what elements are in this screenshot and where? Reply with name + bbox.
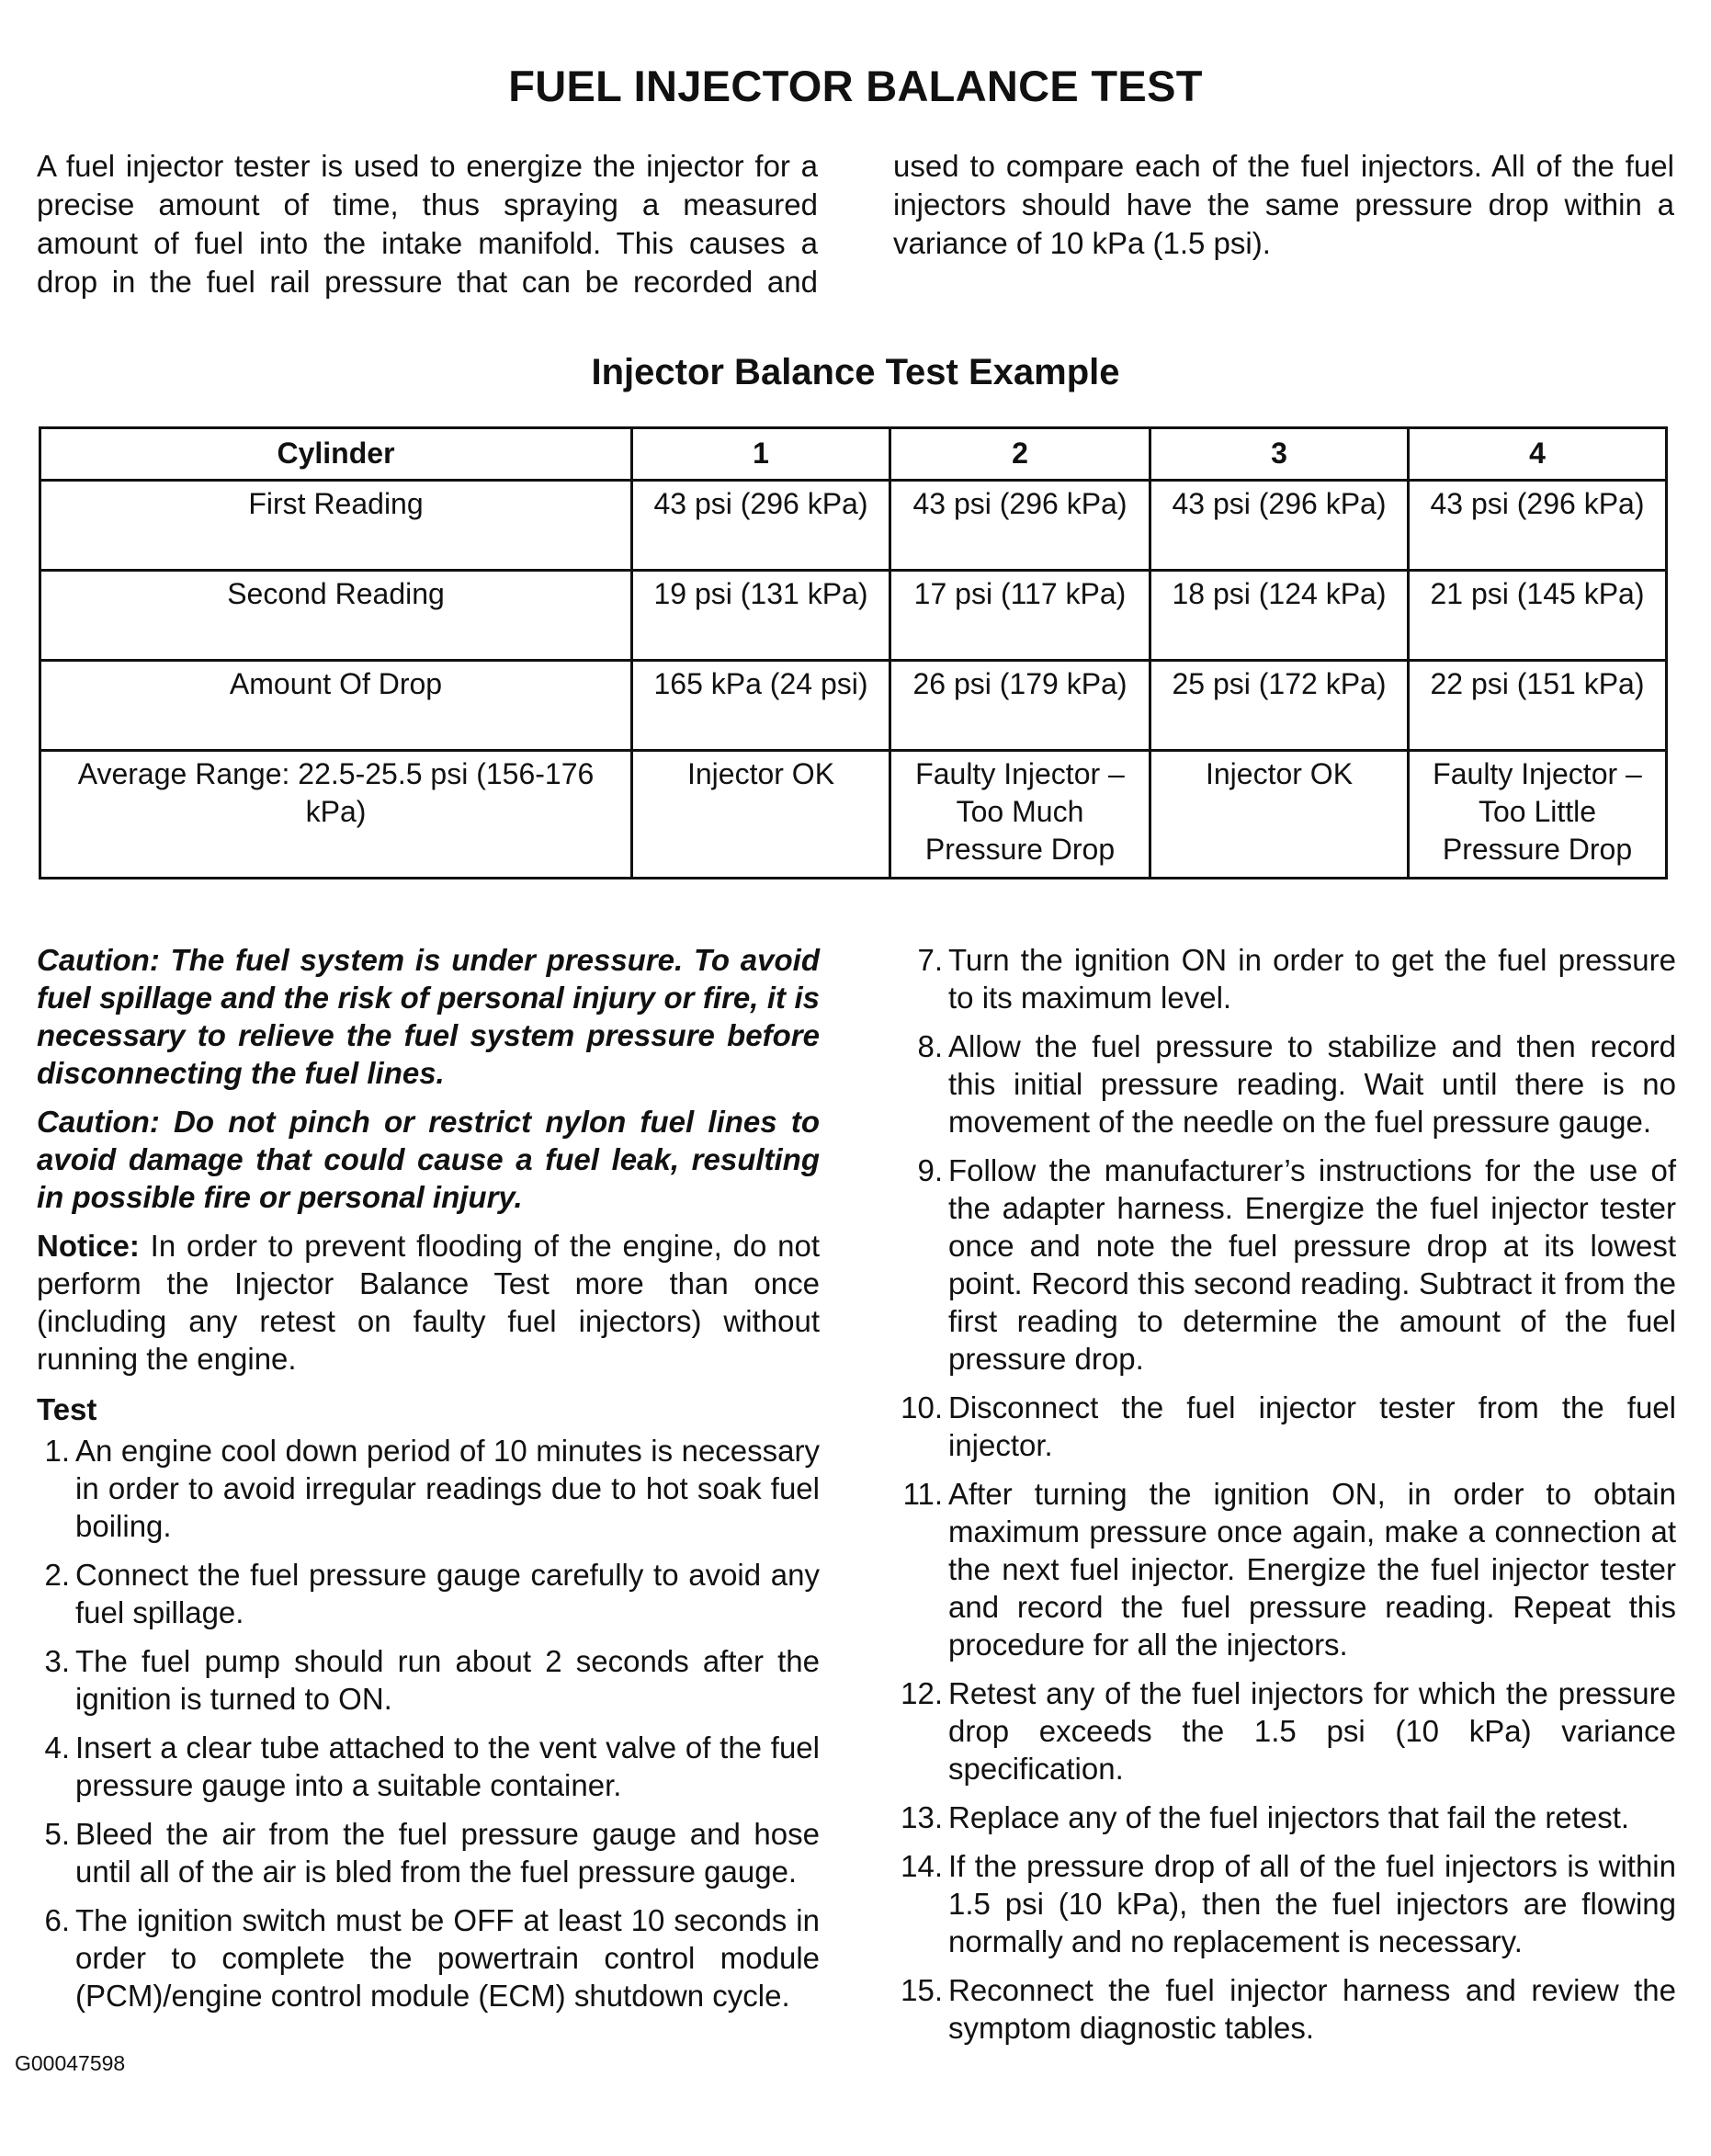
- step-text: Allow the fuel pressure to stabilize and then record this initial pressure reading. Wait until there is no movement of the needle on the fuel pressure gauge.: [948, 1029, 1676, 1139]
- step-text: Insert a clear tube attached to the vent valve of the fuel pressure gauge into a suitable container.: [75, 1730, 820, 1802]
- table-cell: Faulty Injector – Too Much Pressure Drop: [890, 751, 1150, 879]
- table-cell: 43 psi (296 kPa): [1409, 481, 1667, 571]
- table-header-row: [40, 428, 1667, 481]
- table-cell: 18 psi (124 kPa): [1150, 571, 1409, 661]
- step-text: Turn the ignition ON in order to get the fuel pressure to its maximum level.: [948, 943, 1676, 1015]
- step-text: The ignition switch must be OFF at least 10 seconds in order to complete the powertrain control module (PCM)/engine control module (ECM) shutdown cycle.: [75, 1903, 820, 2013]
- list-item: [899, 1389, 1676, 1464]
- table-row-amount-of-drop: [40, 661, 1667, 751]
- intro-paragraph: [37, 147, 1674, 301]
- table-cell: 165 kPa (24 psi): [632, 661, 890, 751]
- list-item: [899, 1027, 1676, 1140]
- row-label: First Reading: [40, 481, 632, 571]
- list-item: [37, 1901, 820, 2014]
- step-number: 1.: [44, 1434, 70, 1468]
- step-number: 14.: [901, 1849, 943, 1883]
- caution-pressure: Caution: The fuel system is under pressure. To avoid fuel spillage and the risk of personal injury or fire, it is necessary to relieve the fuel system pressure before disconnecting the fuel lines.: [37, 943, 820, 1090]
- step-text: Bleed the air from the fuel pressure gauge and hose until all of the air is bled from the fuel pressure gauge.: [75, 1817, 820, 1889]
- list-item: [899, 941, 1676, 1016]
- list-item: [37, 1729, 820, 1804]
- step-text: Connect the fuel pressure gauge carefully to avoid any fuel spillage.: [75, 1558, 820, 1629]
- table-cell: 43 psi (296 kPa): [1150, 481, 1409, 571]
- table-cell: 21 psi (145 kPa): [1409, 571, 1667, 661]
- list-item: [899, 1475, 1676, 1663]
- list-item: [899, 1152, 1676, 1378]
- step-text: Reconnect the fuel injector harness and review the symptom diagnostic tables.: [948, 1973, 1676, 2045]
- table-cell: 19 psi (131 kPa): [632, 571, 890, 661]
- row-label: Amount Of Drop: [40, 661, 632, 751]
- table-cell: 43 psi (296 kPa): [632, 481, 890, 571]
- header-cylinder: Cylinder: [40, 428, 632, 481]
- left-column: [37, 941, 820, 2026]
- table-cell: 22 psi (151 kPa): [1409, 661, 1667, 751]
- step-text: Disconnect the fuel injector tester from the fuel injector.: [948, 1390, 1676, 1462]
- notice: [37, 1227, 820, 1378]
- step-number: 13.: [901, 1800, 943, 1834]
- list-item: [37, 1815, 820, 1890]
- table-cell: 26 psi (179 kPa): [890, 661, 1150, 751]
- table-row-second-reading: [40, 571, 1667, 661]
- step-number: 6.: [44, 1903, 70, 1937]
- header-cylinder-4: 4: [1409, 428, 1667, 481]
- step-number: 4.: [44, 1730, 70, 1765]
- step-text: Retest any of the fuel injectors for which the pressure drop exceeds the 1.5 psi (10 kPa) variance specification.: [948, 1676, 1676, 1786]
- figure-id: G00047598: [15, 2051, 126, 2075]
- table-cell: Injector OK: [632, 751, 890, 879]
- step-number: 15.: [901, 1973, 943, 2007]
- header-cylinder-1: 1: [632, 428, 890, 481]
- step-number: 11.: [902, 1477, 943, 1511]
- step-text: Replace any of the fuel injectors that fail the retest.: [948, 1800, 1630, 1834]
- step-number: 3.: [44, 1644, 70, 1678]
- list-item: [37, 1556, 820, 1631]
- header-cylinder-2: 2: [890, 428, 1150, 481]
- table-cell: 43 psi (296 kPa): [890, 481, 1150, 571]
- list-item: [899, 1674, 1676, 1787]
- step-number: 5.: [44, 1817, 70, 1851]
- step-text: Follow the manufacturer’s instructions for the use of the adapter harness. Energize the fuel injector tester once and note the fuel pressure drop at its lowest point. Record this second reading. Subtract it from the first reading to determine the amount of the fuel pressure drop.: [948, 1153, 1676, 1376]
- step-text: An engine cool down period of 10 minutes is necessary in order to avoid irregular readings due to hot soak fuel boiling.: [75, 1434, 820, 1543]
- table-cell: 17 psi (117 kPa): [890, 571, 1150, 661]
- right-column: [899, 941, 1676, 2058]
- notice-label: Notice:: [37, 1229, 140, 1263]
- list-item: [899, 1799, 1676, 1836]
- steps-list-left: [37, 1432, 820, 2014]
- list-item: [37, 1432, 820, 1545]
- list-item: [37, 1642, 820, 1718]
- intro-text: A fuel injector tester is used to energize the injector for a precise amount of time, thus spraying a measured amount of fuel into the intake manifold. This causes a drop in the fuel rail pressure that can be recorded and used to compare each of the fuel injectors. All of the fuel injectors should have the same pressure drop within a variance of 10 kPa (1.5 psi).: [37, 149, 1674, 299]
- balance-test-table: [39, 426, 1668, 879]
- step-number: 7.: [917, 943, 943, 977]
- step-text: After turning the ignition ON, in order to obtain maximum pressure once again, make a connection at the next fuel injector. Energize the fuel injector tester and record the fuel pressure reading. Repeat this procedure for all the injectors.: [948, 1477, 1676, 1662]
- notice-text: In order to prevent flooding of the engine, do not perform the Injector Balance Test more than once (including any retest on faulty fuel injectors) without running the engine.: [37, 1229, 820, 1376]
- step-text: The fuel pump should run about 2 seconds after the ignition is turned to ON.: [75, 1644, 820, 1716]
- caution-nylon-lines: Caution: Do not pinch or restrict nylon fuel lines to avoid damage that could cause a fuel leak, resulting in possible fire or personal injury.: [37, 1105, 820, 1214]
- step-number: 2.: [44, 1558, 70, 1592]
- header-cylinder-3: 3: [1150, 428, 1409, 481]
- row-label: Second Reading: [40, 571, 632, 661]
- list-item: [899, 1847, 1676, 1960]
- step-number: 8.: [917, 1029, 943, 1063]
- step-text: If the pressure drop of all of the fuel injectors is within 1.5 psi (10 kPa), then the fuel injectors are flowing normally and no replacement is necessary.: [948, 1849, 1676, 1958]
- test-heading: Test: [37, 1392, 97, 1426]
- table-cell: Injector OK: [1150, 751, 1409, 879]
- step-number: 9.: [917, 1153, 943, 1187]
- step-number: 12.: [901, 1676, 943, 1710]
- steps-list-right: [899, 941, 1676, 2047]
- table-row-average-range: [40, 751, 1667, 879]
- table-cell: Faulty Injector – Too Little Pressure Drop: [1409, 751, 1667, 879]
- row-label: Average Range: 22.5-25.5 psi (156-176 kPa): [40, 751, 632, 879]
- list-item: [899, 1971, 1676, 2047]
- step-number: 10.: [901, 1390, 943, 1424]
- page-title: FUEL INJECTOR BALANCE TEST: [508, 62, 1203, 110]
- table-row-first-reading: [40, 481, 1667, 571]
- table-cell: 25 psi (172 kPa): [1150, 661, 1409, 751]
- table-title: Injector Balance Test Example: [591, 352, 1120, 392]
